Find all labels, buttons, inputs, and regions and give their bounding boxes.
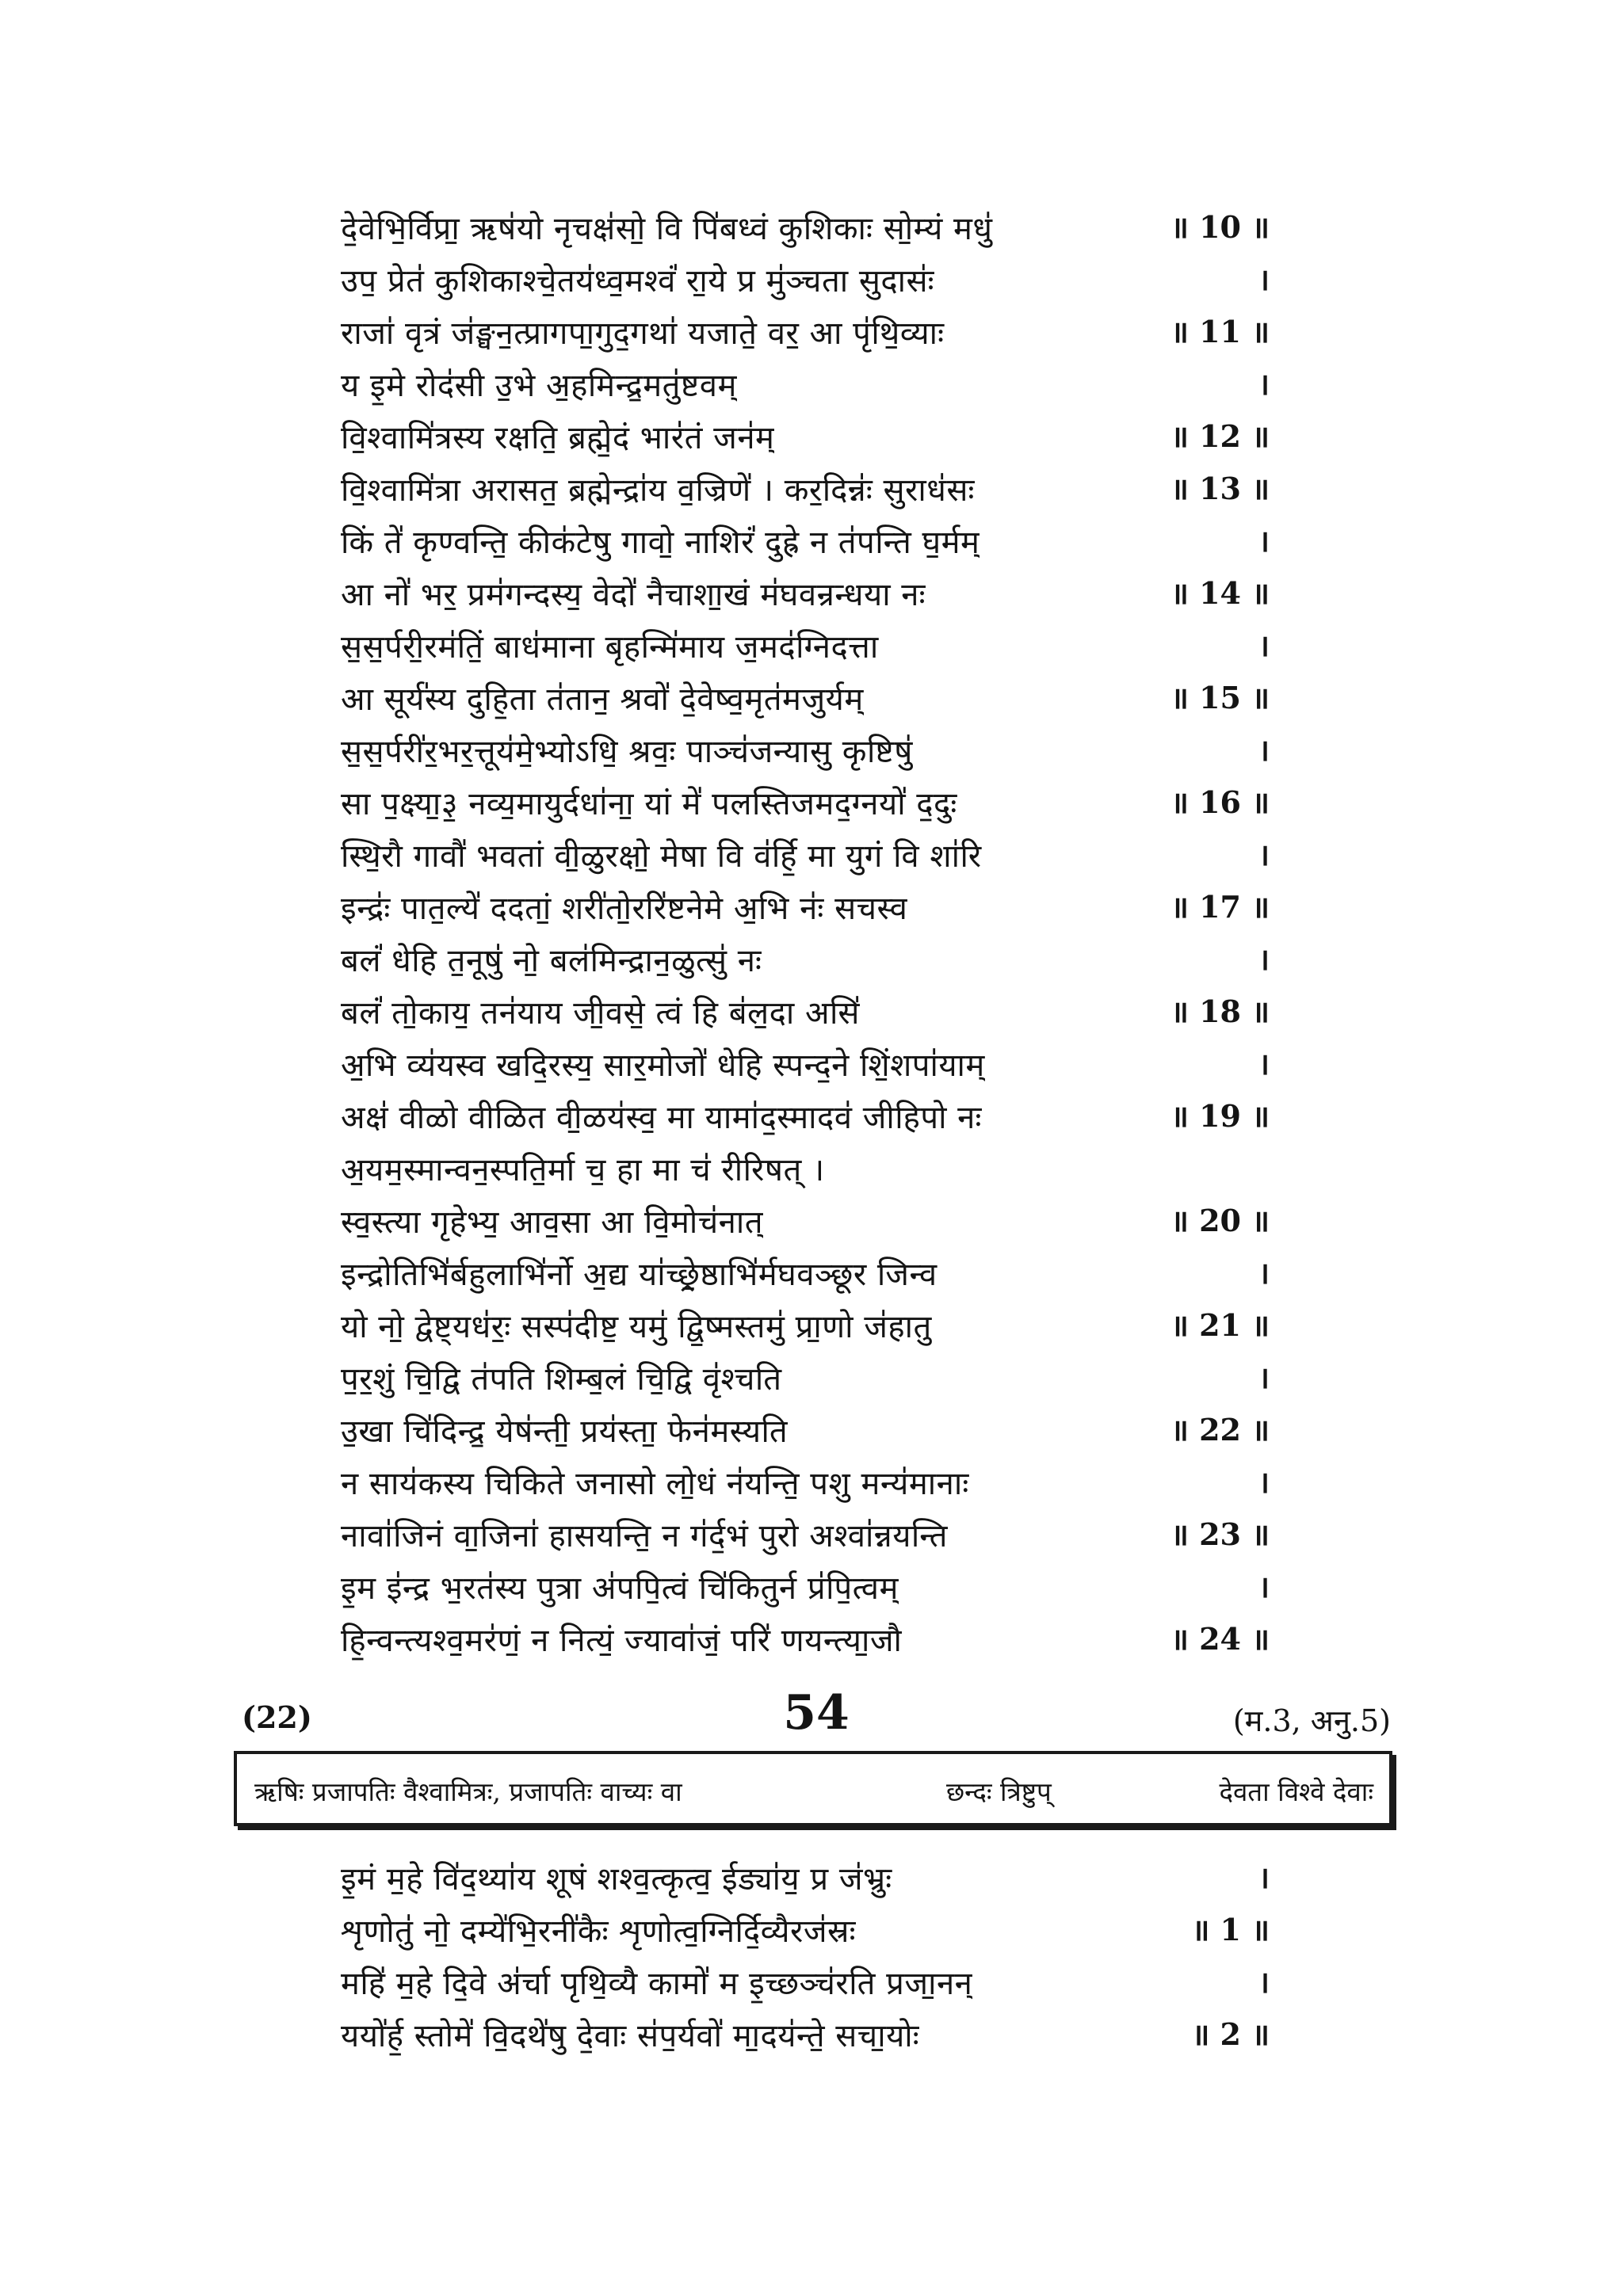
verse-text: प॒र॒शुं चि॒द्वि त॑पति शिम्ब॒लं चि॒द्वि वृ॑श्चति — [341, 1360, 782, 1398]
verse-text: यो नो॒ द्वेष्ट्यध॑रः॒ सस्प॑दीष्ट॒ यमु॑ द्वि॒ष्मस्तमु॑ प्रा॒णो ज॑हातु — [341, 1308, 932, 1345]
verse-marker: । — [1258, 941, 1270, 977]
devata-label: देवता विश्वे देवाः — [1219, 1776, 1373, 1807]
verse-line — [341, 463, 1270, 513]
verse-line — [341, 359, 1270, 408]
verse-line — [341, 1300, 1270, 1349]
verse-line — [341, 1957, 1270, 2006]
verse-text: शृ॒णोतु॑ नो॒ दम्ये॑भि॒रनी॑कैः शृ॒णोत्व॒ग्निर्दि॒व्यैरज॑स्रः — [341, 1913, 857, 1950]
verse-text: नावा॑जिनं वा॒जिना॑ हासयन्ति॒ न ग॑र्द॒भं पु॒रो अश्वा॑न्नयन्ति — [341, 1517, 948, 1554]
verse-marker: ॥ 20 ॥ — [1170, 1203, 1270, 1238]
verse-text: अ॒यम॒स्मान्वन॒स्पति॒र्मा च॒ हा मा च॑ रीरिषत् । — [341, 1151, 825, 1188]
verse-line — [341, 1352, 1270, 1402]
verse-marker: । — [1258, 627, 1270, 663]
verse-line — [341, 1196, 1270, 1245]
verse-marker: ॥ 22 ॥ — [1170, 1412, 1270, 1447]
verse-marker: ॥ 13 ॥ — [1170, 471, 1270, 506]
verse-marker: । — [1258, 1255, 1270, 1291]
verse-marker: । — [1258, 837, 1270, 872]
verse-text: बलं॑ तो॒काय॒ तन॑याय जी॒वसे॒ त्वं हि ब॑ल॒दा असि॑ — [341, 994, 860, 1032]
verse-marker: । — [1258, 1360, 1270, 1395]
verse-text: वि॒श्वामि॑त्रा अरासत॒ ब्रह्मेन्द्रा॑य व॒ज्रिणे॑ । कर॒दिन्नः॑ सु॒राध॑सः — [341, 471, 975, 509]
verse-text: सा प॒क्ष्या॒३॒ नव्य॒मायु॒र्दधा॑ना॒ यां मे॑ पलस्तिजमद॒ग्नयो॑ द॒दुः — [341, 785, 957, 822]
verse-text: स्व॒स्त्या गृ॒हेभ्य॒ आव॒सा आ वि॒मोच॑नात् — [341, 1203, 764, 1241]
verse-marker: । — [1258, 1046, 1270, 1081]
verse-line — [341, 2009, 1270, 2058]
verse-text: उ॒खा चि॑दिन्द्र॒ येष॑न्ती॒ प्रय॑स्ता॒ फेन॑मस्यति — [341, 1413, 789, 1450]
verse-text: बलं॑ धेहि त॒नूषु॑ नो॒ बल॑मिन्द्रान॒ळुत्सु॑ नः — [341, 942, 762, 979]
verse-text: अक्ष॑ वीळो वीळित वी॒ळय॑स्व॒ मा यामा॑द॒स्मादव॑ जीहिपो नः — [341, 1099, 982, 1136]
verse-text: इन्द्रो॒तिभि॑र्बहु॒लाभि॑र्नो अ॒द्य या॑च्छ्रे॒ष्ठाभि॑र्मघवञ्छूर जिन्व — [341, 1256, 938, 1293]
hymn-metadata-box — [234, 1751, 1392, 1826]
verse-text: राजा॑ वृ॒त्रं ज॑ङ्घन॒त्प्रागपा॒गुद॒गथा॑ यजाते॒ वर॒ आ पृ॑थि॒व्याः — [341, 315, 945, 352]
verse-line — [341, 1562, 1270, 1611]
page-number: 54 — [783, 1685, 850, 1741]
verse-marker: । — [1258, 523, 1270, 559]
verse-line — [341, 1143, 1270, 1192]
verse-text: आ सूर्य॑स्य दुहि॒ता त॑तान॒ श्रवो॑ दे॒वेष्व॒मृत॑मजु॒र्यम् — [341, 681, 864, 718]
verse-line — [341, 1039, 1270, 1088]
verse-text: स॒स॒र्परी॒रम॑तिं॒ बाध॑माना बृ॒हन्मि॑माय ज॒मद॑ग्निदत्ता — [341, 628, 879, 666]
verse-marker: । — [1258, 1464, 1270, 1500]
verse-marker: । — [1258, 732, 1270, 768]
verse-line — [341, 254, 1270, 303]
verse-marker: ॥ 16 ॥ — [1170, 784, 1270, 820]
verse-line — [341, 1509, 1270, 1558]
verse-text: इ॒म इ॑न्द्र भ॒रत॑स्य पु॒त्रा अ॑पपि॒त्वं चि॑कितु॒र्न प्र॑पि॒त्वम् — [341, 1569, 899, 1607]
verse-line — [341, 411, 1270, 460]
verse-marker: । — [1258, 1964, 1270, 2000]
verse-line — [341, 307, 1270, 356]
verse-marker: ॥ 21 ॥ — [1170, 1307, 1270, 1343]
verse-line — [341, 1091, 1270, 1140]
verse-text: उप॒ प्रेत॑ कुशिकाश्चे॒तय॑ध्व॒मश्वं॑ रा॒ये प्र मु॑ञ्चता सु॒दासः॑ — [341, 262, 935, 299]
verse-line — [341, 1905, 1270, 1954]
verse-line — [341, 777, 1270, 826]
verse-text: इन्द्रः॑ पात॒ल्ये॑ ददतां॒ शरी॑तो॒ररि॑ष्टनेमे अ॒भि नः॑ सचस्व — [341, 890, 908, 927]
verse-line — [341, 986, 1270, 1035]
verse-text: इ॒मं म॒हे वि॑द॒थ्या॑य शू॒षं शश्व॒त्कृत्व॒ ईड्या॑य॒ प्र ज॑भ्रुः — [341, 1860, 892, 1897]
verse-text: महि॑ म॒हे दि॒वे अ॑र्चा पृथि॒व्यै कामो॑ म इ॒च्छञ्च॑रति प्रजा॒नन् — [341, 1965, 973, 2002]
verse-text: स्थि॒रौ गावौ॑ भवतां वी॒ळुरक्षो॒ मेषा वि व॑र्हि॒ मा यु॒गं वि शा॑रि — [341, 837, 982, 875]
verse-line — [341, 202, 1270, 251]
verse-marker: । — [1258, 1859, 1270, 1895]
verse-marker: ॥ 12 ॥ — [1170, 418, 1270, 454]
verse-marker: ॥ 10 ॥ — [1170, 209, 1270, 245]
verse-line — [341, 568, 1270, 617]
chhanda-label: छन्दः त्रिष्टुप् — [946, 1776, 1052, 1807]
verse-line — [341, 1248, 1270, 1297]
verse-marker: । — [1258, 366, 1270, 402]
verse-line — [341, 1614, 1270, 1663]
verse-marker: ॥ 15 ॥ — [1170, 680, 1270, 715]
verse-line — [341, 1405, 1270, 1454]
page-header — [242, 1685, 1391, 1747]
verse-marker: ॥ 2 ॥ — [1191, 2016, 1270, 2052]
verse-text: अ॒भि व्य॑यस्व खदि॒रस्य॒ सार॒मोजो॑ धेहि स्पन्द॒ने शिं॒शपा॑याम् — [341, 1047, 985, 1084]
verse-marker: ॥ 1 ॥ — [1191, 1912, 1270, 1947]
verse-marker: । — [1258, 1569, 1270, 1604]
verse-line — [341, 934, 1270, 983]
verse-marker: ॥ 24 ॥ — [1170, 1621, 1270, 1657]
verse-marker: ॥ 11 ॥ — [1170, 314, 1270, 349]
verse-text: स॒स॒र्परी॑र॒भर॒त्तूय॑मे॒भ्योऽधि॒ श्रवः॒ पाञ्च॑जन्यासु कृ॒ष्टिषु॑ — [341, 733, 913, 770]
mandala-anuvaka-reference: (म.3, अनु.5) — [1232, 1703, 1391, 1738]
verse-line — [341, 516, 1270, 565]
rishi-label: ऋषिः प्रजापतिः वैश्वामित्रः, प्रजापतिः वाच्यः वा — [254, 1776, 682, 1807]
verse-text: दे॒वेभि॒र्विप्रा॒ ऋष॑यो नृ॒चक्ष॑सो॒ वि पि॑बध्वं कुशिकाः सो॒म्यं मधु॑ — [341, 210, 993, 247]
verse-text: य इ॒मे रोद॑सी उ॒भे अ॒हमिन्द्र॒मतु॑ष्टवम् — [341, 367, 737, 404]
verse-line — [341, 725, 1270, 774]
verse-text: आ नो॑ भर॒ प्रम॑गन्दस्य॒ वेदो॑ नैचाशा॒खं म॑घवन्रन्धया नः — [341, 576, 926, 613]
verse-marker: । — [1258, 261, 1270, 297]
verse-text: किं ते॑ कृण्वन्ति॒ कीक॑टेषु॒ गावो॒ नाशिरं॑ दु॒ह्रे न त॑पन्ति घ॒र्मम् — [341, 524, 980, 561]
section-number: (22) — [242, 1699, 312, 1735]
verse-marker: ॥ 18 ॥ — [1170, 994, 1270, 1029]
verse-marker: ॥ 14 ॥ — [1170, 575, 1270, 611]
verse-marker: ॥ 17 ॥ — [1170, 889, 1270, 925]
verse-text: न साय॑कस्य चिकिते जनासो लो॒धं न॑यन्ति॒ पशु॒ मन्य॑मानाः — [341, 1465, 969, 1502]
verse-line — [341, 882, 1270, 931]
verse-line — [341, 830, 1270, 879]
verse-line — [341, 620, 1270, 669]
verse-marker: ॥ 19 ॥ — [1170, 1098, 1270, 1134]
verse-line — [341, 1457, 1270, 1506]
verse-text: वि॒श्वामि॑त्रस्य रक्षति॒ ब्रह्मे॒दं भार॑तं जन॑म् — [341, 419, 775, 456]
verse-marker: ॥ 23 ॥ — [1170, 1516, 1270, 1552]
verse-line — [341, 673, 1270, 722]
verse-line — [341, 1852, 1270, 1901]
verse-text: ययो॑र्ह॒ स्तोमे॑ वि॒दथे॑षु दे॒वाः स॑प॒र्यवो॑ मा॒दय॑न्ते॒ सचा॒योः — [341, 2017, 920, 2054]
verse-text: हि॒न्वन्त्यश्व॒मर॑णं॒ न नित्यं॒ ज्यावा॑जं॒ परि॑ णयन्त्या॒जौ — [341, 1622, 903, 1659]
